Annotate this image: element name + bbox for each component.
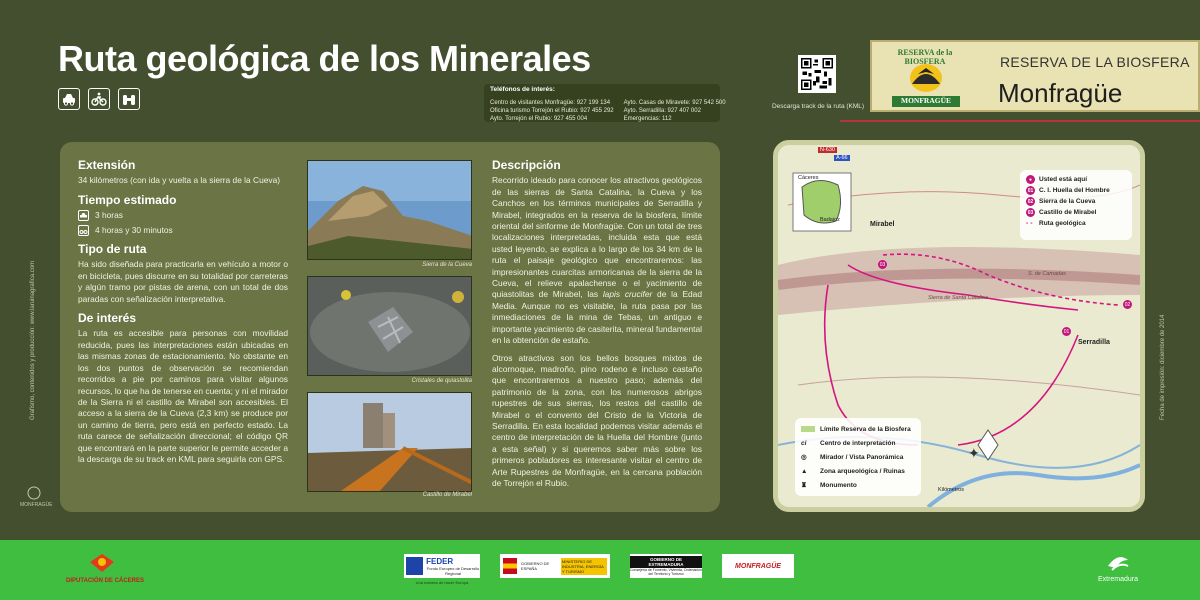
qr-code[interactable] (798, 55, 836, 93)
extension-heading: Extensión (78, 158, 136, 172)
eu-flag-icon (406, 557, 423, 575)
phone-line: Ayto. Torrejón el Rubio: 927 455 004 (490, 116, 588, 122)
transport-modes (58, 88, 140, 110)
marker-icon: 03 (1027, 209, 1034, 216)
ministerio-text: MINISTERIO DE INDUSTRIA, ENERGÍA Y TURISMO (561, 558, 607, 575)
spain-flag-icon (503, 558, 517, 574)
time-car-row (78, 210, 288, 221)
compass-icon: ✦ (968, 445, 980, 461)
time-bike-row (78, 225, 288, 236)
legend-label: Monumento (820, 481, 857, 489)
feder-sub: Fondo Europeo de Desarrollo Regional (426, 565, 480, 576)
logo-arc-text: RESERVA de la BIOSFERA (897, 48, 953, 66)
photo-caption: Sierra de la Cueva (422, 262, 472, 268)
legend-label: Sierra de la Cueva (1039, 198, 1096, 205)
map-legend-top (1020, 170, 1132, 240)
legend-label: Límite Reserva de la Biosfera (820, 425, 911, 433)
legend-row (1026, 196, 1126, 207)
map-label-serradilla: Serradilla (1078, 339, 1110, 346)
viewpoint-icon: ◎ (801, 454, 807, 461)
descripcion-p1 (492, 175, 702, 346)
photo-castillo (307, 392, 472, 492)
road-label: A-66 (836, 155, 848, 161)
feder-motto: Una manera de hacer Europa (415, 580, 469, 585)
biosphere-name: Monfragüe (998, 78, 1123, 108)
extremadura-label: Extremadura (1097, 576, 1139, 583)
phone-line: Oficina turismo Torrejón el Rubio: 927 455 292 (490, 108, 614, 114)
map-scale: Kilómetros (938, 487, 964, 493)
car-icon (78, 210, 89, 221)
legend-row (1026, 174, 1126, 185)
photo-sierra-cueva (307, 160, 472, 260)
monfrague-mini-logo (20, 486, 53, 508)
legend-label: C. I. Huella del Hombre (1039, 187, 1110, 194)
gobierno-espana-logo (500, 554, 610, 578)
monfrague-logo (722, 554, 794, 578)
legend-label: Mirador / Vista Panorámica (820, 453, 904, 461)
road-label: N-630 (820, 147, 835, 153)
map-label-mirabel: Mirabel (870, 221, 895, 228)
biosphere-subtitle: RESERVA DE LA BIOSFERA (1000, 54, 1190, 70)
extremadura-logo (1106, 554, 1130, 572)
bicycle-icon (88, 88, 110, 110)
phone-line: Ayto. Casas de Miravete: 927 542 500 (623, 100, 726, 106)
legend-row (801, 478, 915, 492)
biosphere-banner (870, 40, 1200, 112)
map-label-sierra: S. de Camadas (1028, 271, 1066, 277)
descripcion-p2: Otros atractivos son los bellos bosques mixtos de alcornoque, madroño, pino rodeno e incluso castaño que encontraremos a nuestro paso; además del patrimonio de la zona, con los numerosos abrigos rupestres de sus sierras, los restos del castillo de Mirabel o el convento del Cristo de la Victoria de Serradilla. En esta localidad podemos visitar además el centro de interpretación de la Huella del Hombre (junto a esta señal) y si queremos saber más sobre los primeros pobladores es interesante visitar el centro de Arte Rupestres de Monfragüe, en la cercana población de Torrejón el Rubio. (492, 352, 702, 488)
right-column (492, 160, 702, 489)
mini-logo-text: MONFRAGÜE (20, 502, 53, 508)
map-marker[interactable]: 02 (1124, 301, 1131, 308)
map-label-sierra: Sierra de Santa Catalina (928, 295, 988, 301)
phones-left (490, 99, 614, 123)
car-icon (58, 88, 80, 110)
bicycle-icon (78, 225, 89, 236)
marker-icon: 02 (1027, 198, 1034, 205)
legend-label: Centro de interpretación (820, 439, 896, 447)
binoculars-icon (118, 88, 140, 110)
credits-text: Grafismo, contenidos y producción: www.laruinagrafica.com (30, 260, 36, 420)
logo-name: MONFRAGÜE (901, 96, 951, 105)
tipo-text: Ha sido diseñada para practicarla en vehículo a motor o en bicicleta, pues discurre en su totalidad por carreteras y algún tramo por pistas de arena, con un total de dos paradas con señalización interpretativa. (78, 259, 288, 304)
legend-label: Castillo de Mirabel (1039, 209, 1097, 216)
desc-italic: lapis crucifer (602, 289, 653, 300)
feder-text: FEDER (426, 556, 454, 566)
desc-text: Recorrido ideado para conocer los atractivos geológicos de las sierras de Santa Catalina, la Cueva y los Canchos en los términos municipales de Serradilla y Mirabel, integrados en la reserva de la biosfera, límite oriental del sinforme de Monfragüe. Con un total de tres localizaciones interpretadas, incluida esta que está usted leyendo, se explica a lo largo de los 34 km de la ruta el paisaje geológico que encontraremos: las impresionantes cuarcitas armoricanas de la sierra de la Cueva, el relieve apalachense o el yacimiento de quiastolitas de Mirabel, las (492, 175, 702, 300)
legend-label: Ruta geológica (1039, 220, 1086, 227)
descripcion-heading: Descripción (492, 158, 561, 172)
time-bike: 4 horas y 30 minutos (95, 224, 173, 235)
extremadura-gov-text: GOBIERNO DE EXTREMADURA (630, 556, 702, 568)
phone-line: Centro de visitantes Monfragüe: 927 199 134 (490, 100, 611, 106)
map-marker[interactable]: 03 (879, 261, 886, 268)
route-line-icon: - - (1026, 220, 1033, 227)
legend-label: Zona arqueológica / Ruinas (820, 467, 905, 475)
sponsor-footer (0, 540, 1200, 600)
tiempo-heading: Tiempo estimado (78, 192, 177, 207)
you-are-here-icon: ● (1026, 175, 1035, 184)
gobierno-text: GOBIERNO DE ESPAÑA (521, 561, 550, 571)
photo-quiastolita (307, 276, 472, 376)
photo-caption: Castillo de Mirabel (422, 492, 472, 498)
extension-text: 34 kilómetros (con ida y vuelta a la sierra de la Cueva) (78, 175, 281, 186)
map-label-badajoz: Badajoz (820, 217, 840, 223)
left-column (78, 160, 288, 465)
legend-label: Usted está aquí (1039, 176, 1088, 183)
print-date: Fecha de impresión: diciembre de 2014 (1160, 314, 1166, 420)
phones-heading: Teléfonos de interés: (490, 86, 555, 93)
legend-row (1026, 207, 1126, 218)
extremadura-sub: Consejería de Fomento, Vivienda, Ordenación del Territorio y Turismo (630, 568, 702, 576)
gobierno-extremadura-logo (630, 554, 702, 578)
qr-label: Descarga track de la ruta (KML) (771, 103, 865, 110)
feder-logo (404, 554, 480, 578)
legend-row (1026, 185, 1126, 196)
phone-line: Emergencias: 112 (623, 116, 672, 122)
page-title: Ruta geológica de los Minerales (58, 38, 591, 79)
time-car: 3 horas (95, 210, 123, 221)
marker-icon: 01 (1027, 187, 1034, 194)
interes-text: La ruta es accesible para personas con movilidad reducida, pues las interpretaciones están ubicadas en las mismas zonas de estacionamiento. No obstante en los dos puntos de observación se recomiendan recorridos a pie por caminos para visitar algunos recursos, lo que ha de tenerse en cuenta; y ni el mirador de la Sierra ni el castillo de Mirabel son accesibles. El acceso a la sierra de la Cueva (2,3 km) se produce por un camino de tierra, pero está en perfecto estado. La ruta carece de señalización direccional; el código QR que encontrará en la parte superior le permite acceder a la descarga de su track en KML para seguirla con GPS. (78, 328, 288, 464)
phones-right (624, 99, 726, 123)
legend-row (801, 436, 915, 450)
divider-line (840, 120, 1200, 122)
diputacion-logo (86, 552, 118, 574)
legend-row (1026, 218, 1126, 229)
map-label-caceres: Cáceres (798, 175, 819, 181)
diputacion-label: DIPUTACIÓN DE CÁCERES (66, 578, 144, 584)
monument-icon: ♜ (801, 482, 807, 489)
ruins-icon: ▲ (801, 467, 808, 475)
interes-heading: De interés (78, 311, 137, 326)
interpretation-center-icon: ci (801, 439, 807, 447)
legend-row (801, 464, 915, 478)
photo-caption: Cristales de quiastolita (411, 378, 472, 384)
legend-row (801, 422, 915, 436)
desc-text: de la Edad Media. Aunque no es visitable, la ruta pasa por las inmediaciones de la mina de Tebas, un antiguo e importante yacimiento de casiterita, mineral fundamental en la obtención de estaño. (492, 289, 703, 346)
map-marker[interactable]: 01 (1063, 328, 1070, 335)
reserve-limit-icon (801, 426, 815, 432)
tipo-heading: Tipo de ruta (78, 242, 147, 257)
legend-row (801, 450, 915, 464)
map-legend-bottom (795, 418, 921, 496)
phone-line: Ayto. Serradilla: 927 407 002 (623, 108, 701, 114)
monfrague-text: MONFRAGÜE (735, 562, 781, 570)
